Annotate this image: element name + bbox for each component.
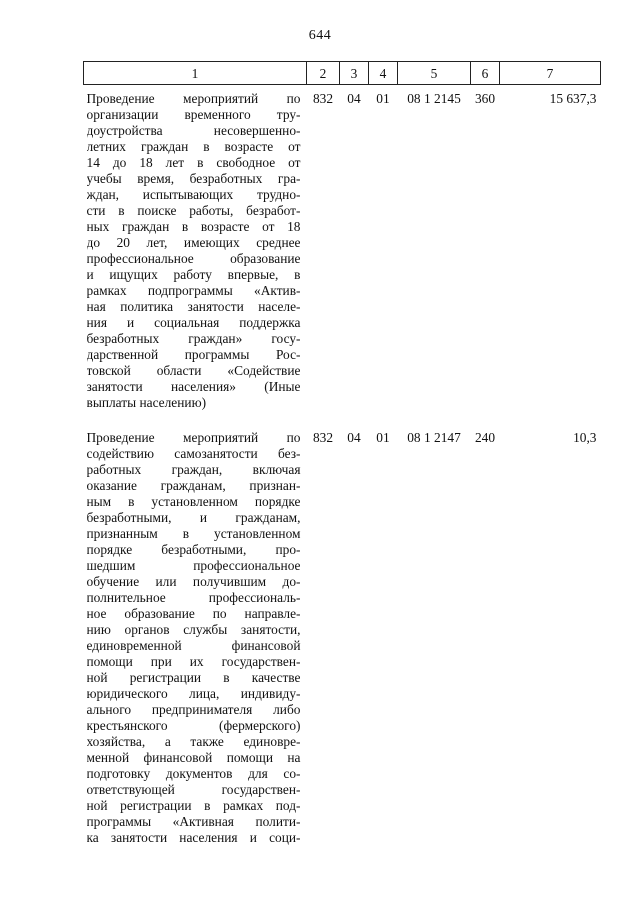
cell-target-article: 08 1 2147 xyxy=(407,430,461,445)
header-row xyxy=(84,62,601,85)
description-line: подготовку документов для со- xyxy=(86,766,301,781)
description-line: юридического лица, индивиду- xyxy=(86,686,301,701)
description-line: полнительное профессиональ- xyxy=(86,590,301,605)
description-line: Проведение мероприятий по xyxy=(86,430,301,445)
cell-amount: 10,3 xyxy=(573,430,597,445)
cell-expense-type: 360 xyxy=(474,91,496,106)
cell-ministry-code: 832 xyxy=(312,430,334,445)
header-col-4: 4 xyxy=(369,62,398,85)
description-line: профессиональное образование xyxy=(86,251,301,266)
description-line: ждан, испытывающих трудно- xyxy=(86,187,301,202)
header-col-3: 3 xyxy=(340,62,369,85)
description-line: учебы время, безработных гра- xyxy=(86,171,301,186)
description-line: шедшим профессиональное xyxy=(86,558,301,573)
description-line: оказание гражданам, признан- xyxy=(86,478,301,493)
description-line: нию органов службы занятости, xyxy=(86,622,301,637)
description-line: летних граждан в возрасте от xyxy=(86,139,301,154)
description-line: содействию самозанятости без- xyxy=(86,446,301,461)
header-col-7: 7 xyxy=(500,62,601,85)
budget-table xyxy=(83,61,601,870)
description-line: программы «Активная полити- xyxy=(86,814,301,829)
cell-subsection: 01 xyxy=(376,91,390,106)
cell-section: 04 xyxy=(347,430,361,445)
header-col-6: 6 xyxy=(471,62,500,85)
description-line: единовременной финансовой xyxy=(86,638,301,653)
description-line: крестьянского (фермерского) xyxy=(86,718,301,733)
description-line: ная политика занятости населе- xyxy=(86,299,301,314)
description-line: ответствующей государствен- xyxy=(86,782,301,797)
description-line: дарственной программы Рос- xyxy=(86,347,301,362)
header-col-2: 2 xyxy=(307,62,340,85)
description-line: Проведение мероприятий по xyxy=(86,91,301,106)
row-description xyxy=(84,85,307,425)
description-line: ния и социальная поддержка xyxy=(86,315,301,330)
description-line: ной регистрации в качестве xyxy=(86,670,301,685)
description-line: безработными, и гражданам, xyxy=(86,510,301,525)
cell-section: 04 xyxy=(347,91,361,106)
description-line: безработных граждан» госу- xyxy=(86,331,301,346)
description-line: ных граждан в возрасте от 18 xyxy=(86,219,301,234)
row-description xyxy=(84,424,307,870)
table-row xyxy=(84,424,601,870)
cell-amount: 15 637,3 xyxy=(549,91,597,106)
description-line: ального предпринимателя либо xyxy=(86,702,301,717)
description-line: ным в установленном порядке xyxy=(86,494,301,509)
description-line: ной регистрации в рамках под- xyxy=(86,798,301,813)
description-line: менной финансовой помощи на xyxy=(86,750,301,765)
cell-subsection: 01 xyxy=(376,430,390,445)
description-line: ное образование по направле- xyxy=(86,606,301,621)
description-line: порядке безработными, про- xyxy=(86,542,301,557)
description-line: рамках подпрограммы «Актив- xyxy=(86,283,301,298)
header-col-1: 1 xyxy=(84,62,307,85)
description-line: 14 до 18 лет в свободное от xyxy=(86,155,301,170)
description-line: обучение или получившим до- xyxy=(86,574,301,589)
description-line: хозяйства, а также единовре- xyxy=(86,734,301,749)
description-line: до 20 лет, имеющих среднее xyxy=(86,235,301,250)
description-line: признанным в установленном xyxy=(86,526,301,541)
page-number: 644 xyxy=(308,28,332,43)
description-line: помощи при их государствен- xyxy=(86,654,301,669)
description-line: ка занятости населения и соци- xyxy=(86,830,301,845)
cell-expense-type: 240 xyxy=(474,430,496,445)
table-row xyxy=(84,85,601,425)
cell-target-article: 08 1 2145 xyxy=(407,91,461,106)
description-line: занятости населения» (Иные xyxy=(86,379,301,394)
description-line: и ищущих работу впервые, в xyxy=(86,267,301,282)
header-col-5: 5 xyxy=(398,62,471,85)
description-line: выплаты населению) xyxy=(86,395,207,410)
cell-ministry-code: 832 xyxy=(312,91,334,106)
description-line: организации временного тру- xyxy=(86,107,301,122)
description-line: доустройства несовершенно- xyxy=(86,123,301,138)
description-line: сти в поиске работы, безработ- xyxy=(86,203,301,218)
description-line: товской области «Содействие xyxy=(86,363,301,378)
description-line: работных граждан, включая xyxy=(86,462,301,477)
